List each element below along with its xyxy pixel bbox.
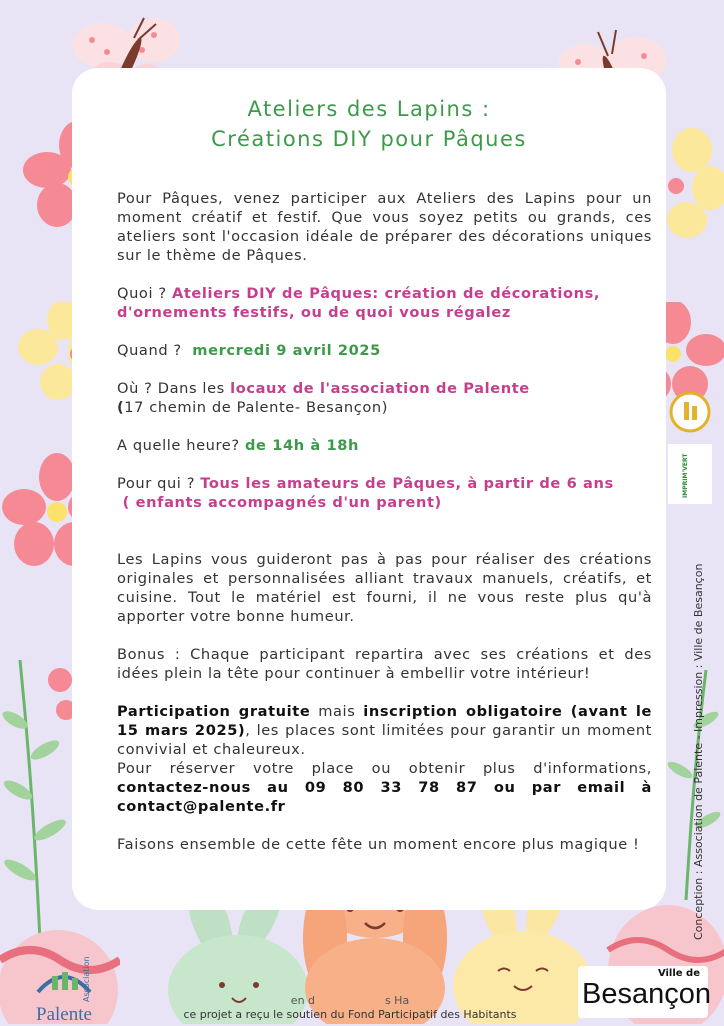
reservation-paragraph <box>117 759 652 816</box>
title-line-1: Ateliers des Lapins : <box>247 97 491 121</box>
palente-logo <box>28 956 108 1025</box>
reservation-text: Pour réserver votre place ou obtenir plus d'informations, <box>117 760 652 777</box>
footer-support: ce projet a reçu le soutien du Fond Participatif des Habitants <box>183 1008 517 1021</box>
bonus-paragraph: Bonus : Chaque participant repartira avec ses créations et des idées plein la tête pour continuer à embellir votre intérieur! <box>117 646 652 682</box>
participation-free: Participation gratuite <box>117 703 311 720</box>
participation-rest: , les places sont limitées pour garantir un moment convivial et chaleureux. <box>117 722 652 758</box>
page-title <box>72 94 666 154</box>
audience-value: Tous les amateurs de Pâques, à partir de 6 ans <box>200 475 614 492</box>
intro-paragraph: Pour Pâques, venez participer aux Ateliers des Lapins pour un moment créatif et festif. Que vous soyez petits ou grands, ces ateliers sont l'occasion idéale de préparer des décorations uniques sur le thème de Pâques. <box>117 190 652 264</box>
time-value: de 14h à 18h <box>244 437 359 454</box>
where-paren: ( <box>117 399 125 416</box>
audience-line <box>117 474 652 512</box>
guide-paragraph: Les Lapins vous guideront pas à pas pour réaliser des créations originales et personnalisées alliant travaux manuels, créatifs, et cuisine. Tout le matériel est fourni, il ne vous reste plus qu'à apporter votre bonne humeur. <box>117 551 652 625</box>
what-label: Quoi ? <box>117 285 172 302</box>
flower-yellow-right-icon <box>662 128 724 238</box>
besancon-ville-de: Ville de <box>657 968 700 979</box>
time-label: A quelle heure? <box>117 437 245 454</box>
audience-label: Pour qui ? <box>117 475 201 492</box>
participation-paragraph <box>117 702 652 759</box>
recycle-badge-icon <box>668 390 712 434</box>
when-value: mercredi 9 avril 2025 <box>192 342 381 359</box>
footer-partial: en d s Ha <box>290 994 410 1007</box>
where-line <box>117 379 652 417</box>
imprim-vert-logo <box>668 444 712 504</box>
palente-name: Palente <box>36 1004 92 1025</box>
where-address: 17 chemin de Palente- Besançon) <box>124 399 389 416</box>
registration-required: inscription obligatoire (avant le 15 mars 2025) <box>117 703 653 739</box>
when-label: Quand ? <box>117 342 193 359</box>
title-line-2: Créations DIY pour Pâques <box>211 127 527 151</box>
time-line <box>117 436 652 455</box>
credits-vertical: Conception : Association de Palente - Impression : Ville de Besançon <box>692 563 705 940</box>
besancon-logo <box>578 966 711 1018</box>
where-value: locaux de l'association de Palente <box>230 380 530 397</box>
besancon-name: Besançon <box>582 978 711 1010</box>
palente-association: Association <box>82 956 91 1002</box>
closing-paragraph: Faisons ensemble de cette fête un moment encore plus magique ! <box>117 836 640 853</box>
event-description <box>117 189 652 854</box>
participation-mid: mais <box>310 703 364 720</box>
when-line <box>117 341 652 360</box>
foliage-left-icon <box>0 640 80 940</box>
what-line <box>117 284 652 322</box>
where-label: Où ? Dans les <box>117 380 231 397</box>
audience-note: ( enfants accompagnés d'un parent) <box>117 494 442 511</box>
what-value: Ateliers DIY de Pâques: création de décorations, d'ornements festifs, ou de quoi vous régalez <box>117 285 601 321</box>
contact-info: contactez-nous au 09 80 33 78 87 ou par email à contact@palente.fr <box>117 779 652 815</box>
imprim-vert-text: IMPRIM'VERT <box>682 453 689 498</box>
